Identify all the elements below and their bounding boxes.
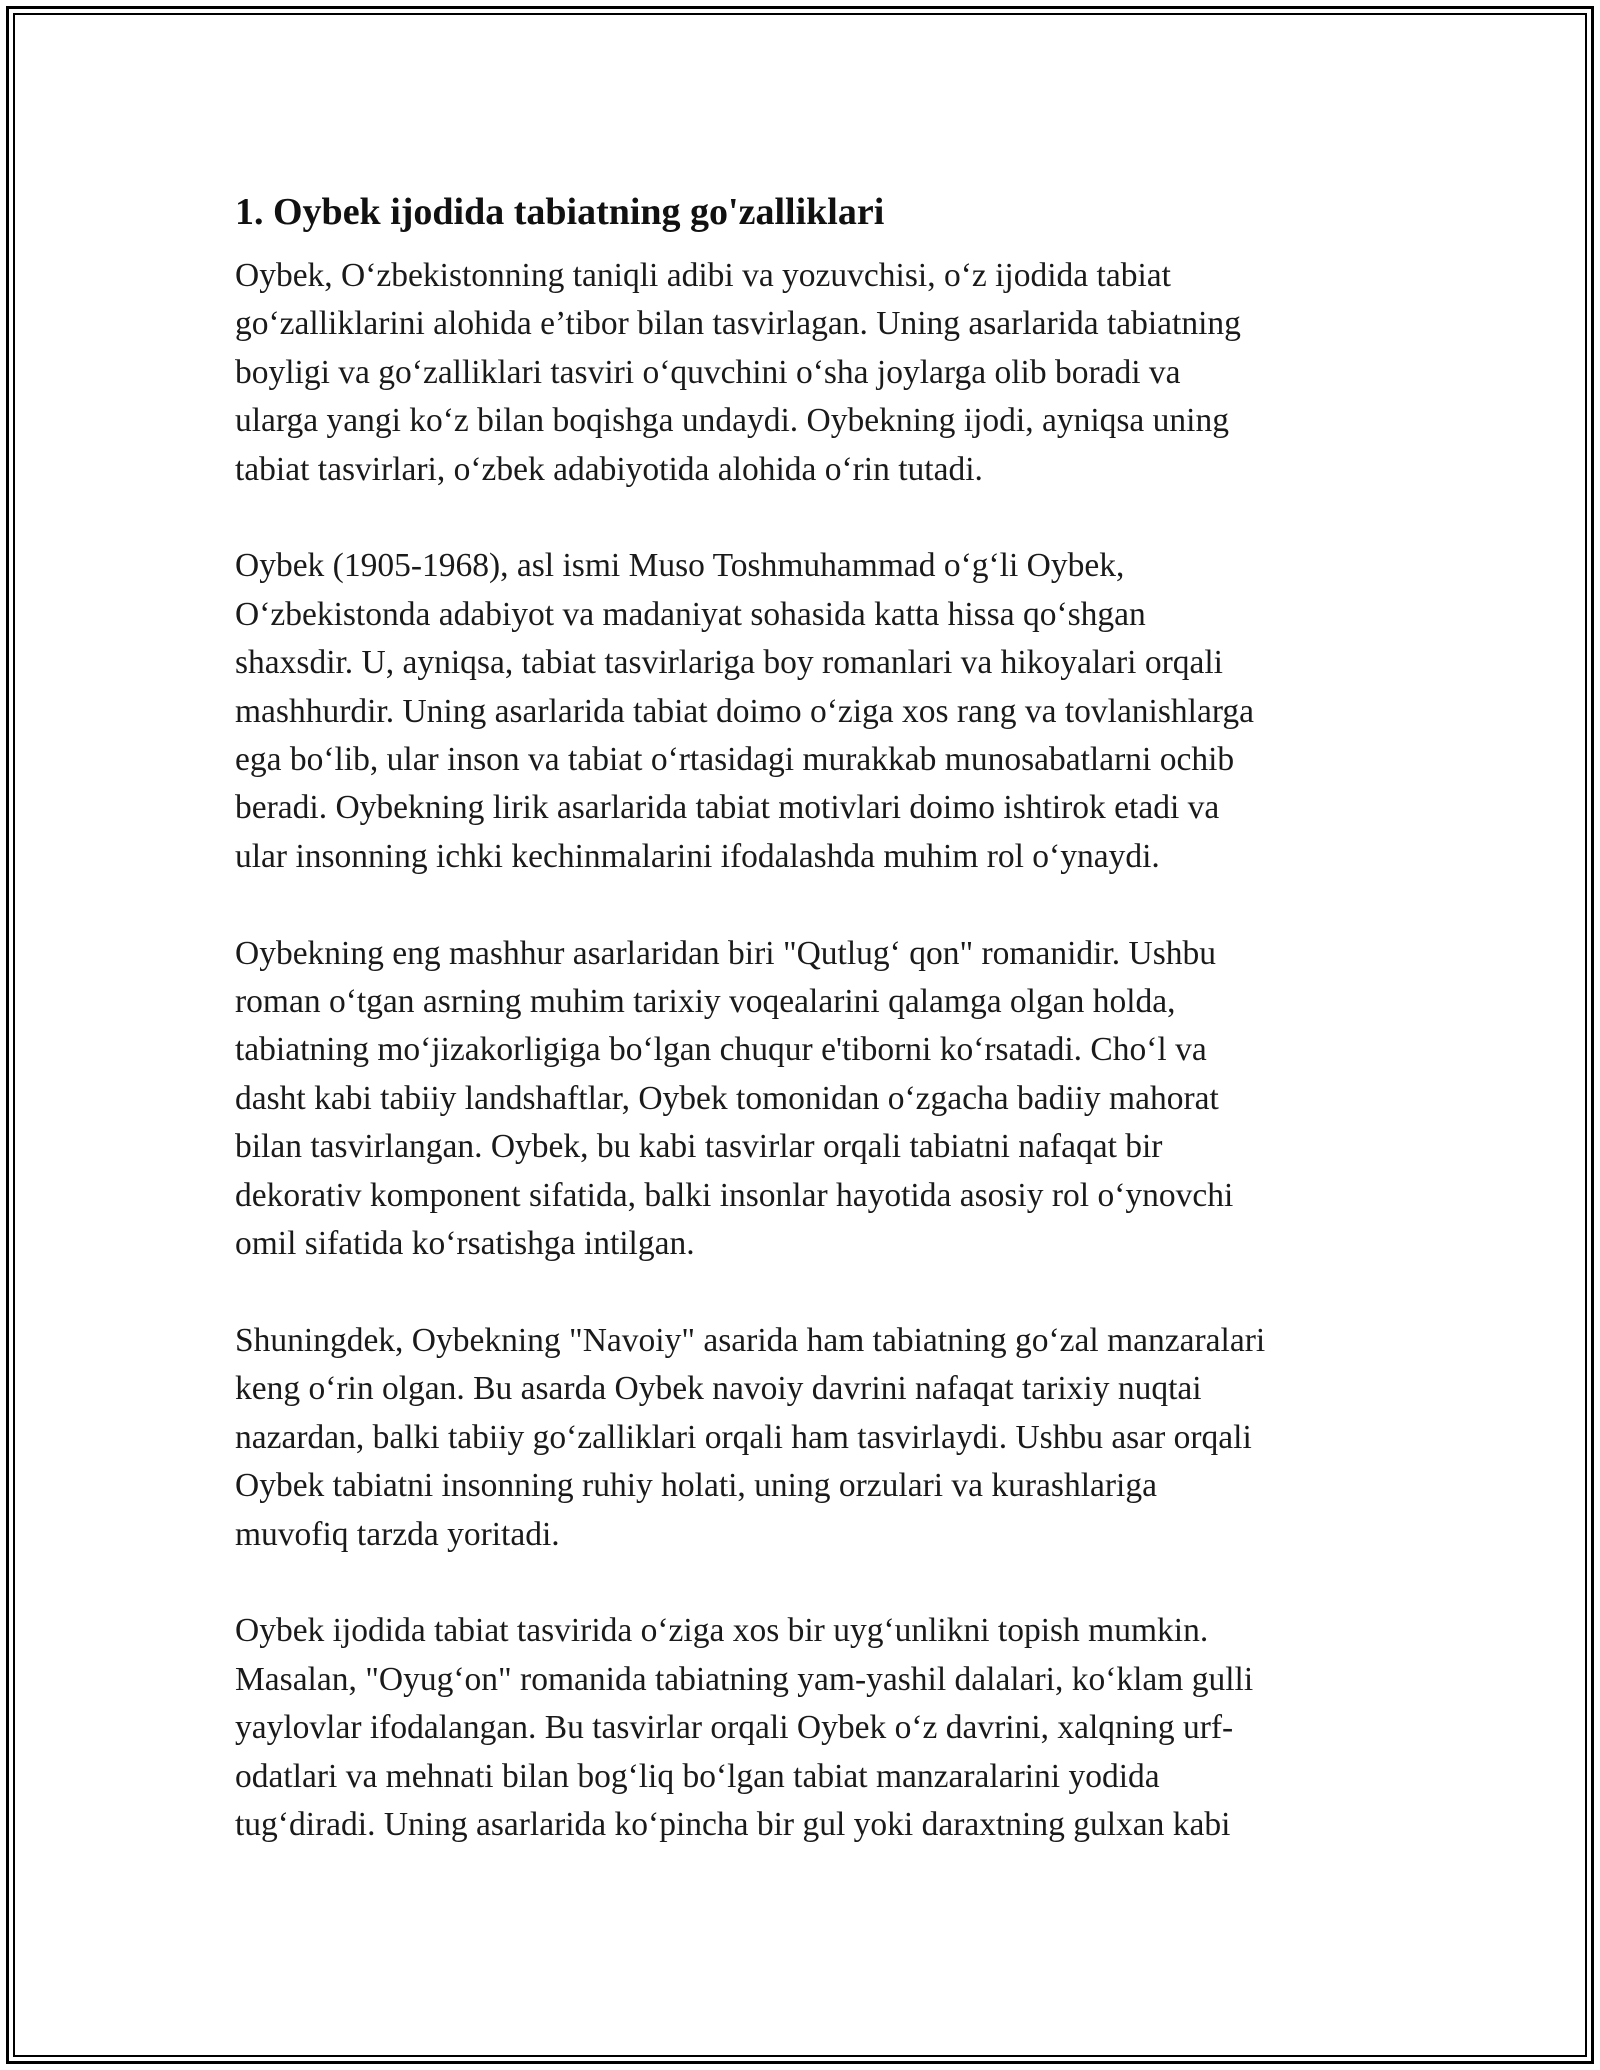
document-body <box>235 186 1370 1849</box>
paragraph: Oybek ijodida tabiat tasvirida o‘ziga xos bir uyg‘unlikni topish mumkin. Masalan, "Oyug‘on" romanida tabiatning yam-yashil dalalari, ko‘klam gulli yaylovlar ifodalangan. Bu tasvirlar orqali Oybek o‘z davrini, xalqning urf- odatlari va mehnati bilan bog‘liq bo‘lgan tabiat manzaralarini yodida tug‘diradi. Uning asarlarida ko‘pincha bir gul yoki daraxtning gulxan kabi <box>235 1612 1254 1843</box>
paragraph: Oybek (1905-1968), asl ismi Muso Toshmuhammad o‘g‘li Oybek, O‘zbekistonda adabiyot va madaniyat sohasida katta hissa qo‘shgan shaxsdir. U, ayniqsa, tabiat tasvirlariga boy romanlari va hikoyalari orqali mashhurdir. Uning asarlarida tabiat doimo o‘ziga xos rang va tovlanishlarga ega bo‘lib, ular inson va tabiat o‘rtasidagi murakkab munosabatlarni ochib beradi. Oybekning lirik asarlarida tabiat motivlari doimo ishtirok etadi va ular insonning ichki kechinmalarini ifodalashda muhim rol o‘ynaydi. <box>235 547 1255 875</box>
paragraph: Shuningdek, Oybekning "Navoiy" asarida ham tabiatning go‘zal manzaralari keng o‘rin olgan. Bu asarda Oybek navoiy davrini nafaqat tarixiy nuqtai nazardan, balki tabiiy go‘zalliklari orqali ham tasvirlaydi. Ushbu asar orqali Oybek tabiatni insonning ruhiy holati, uning orzulari va kurashlariga muvofiq tarzda yoritadi. <box>235 1321 1266 1553</box>
paragraph: Oybek, O‘zbekistonning taniqli adibi va yozuvchisi, o‘z ijodida tabiat go‘zalliklarini alohida e’tibor bilan tasvirlagan. Uning asarlarida tabiatning boyligi va go‘zalliklari tasviri o‘quvchini o‘sha joylarga olib boradi va ularga yangi ko‘z bilan boqishga undaydi. Oybekning ijodi, ayniqsa uning tabiat tasvirlari, o‘zbek adabiyotida alohida o‘rin tutadi. <box>235 257 1241 488</box>
section-heading: 1. Oybek ijodida tabiatning go'zalliklari <box>235 191 885 233</box>
paragraph: Oybekning eng mashhur asarlaridan biri "Qutlug‘ qon" romanidir. Ushbu roman o‘tgan asrning muhim tarixiy voqealarini qalamga olgan holda, tabiatning mo‘jizakorligiga bo‘lgan chuqur e'tiborni ko‘rsatadi. Cho‘l va dasht kabi tabiiy landshaftlar, Oybek tomonidan o‘zgacha badiiy mahorat bilan tasvirlangan. Oybek, bu kabi tasvirlar orqali tabiatni nafaqat bir dekorativ komponent sifatida, balki insonlar hayotida asosiy rol o‘ynovchi omil sifatida ko‘rsatishga intilgan. <box>235 934 1234 1263</box>
